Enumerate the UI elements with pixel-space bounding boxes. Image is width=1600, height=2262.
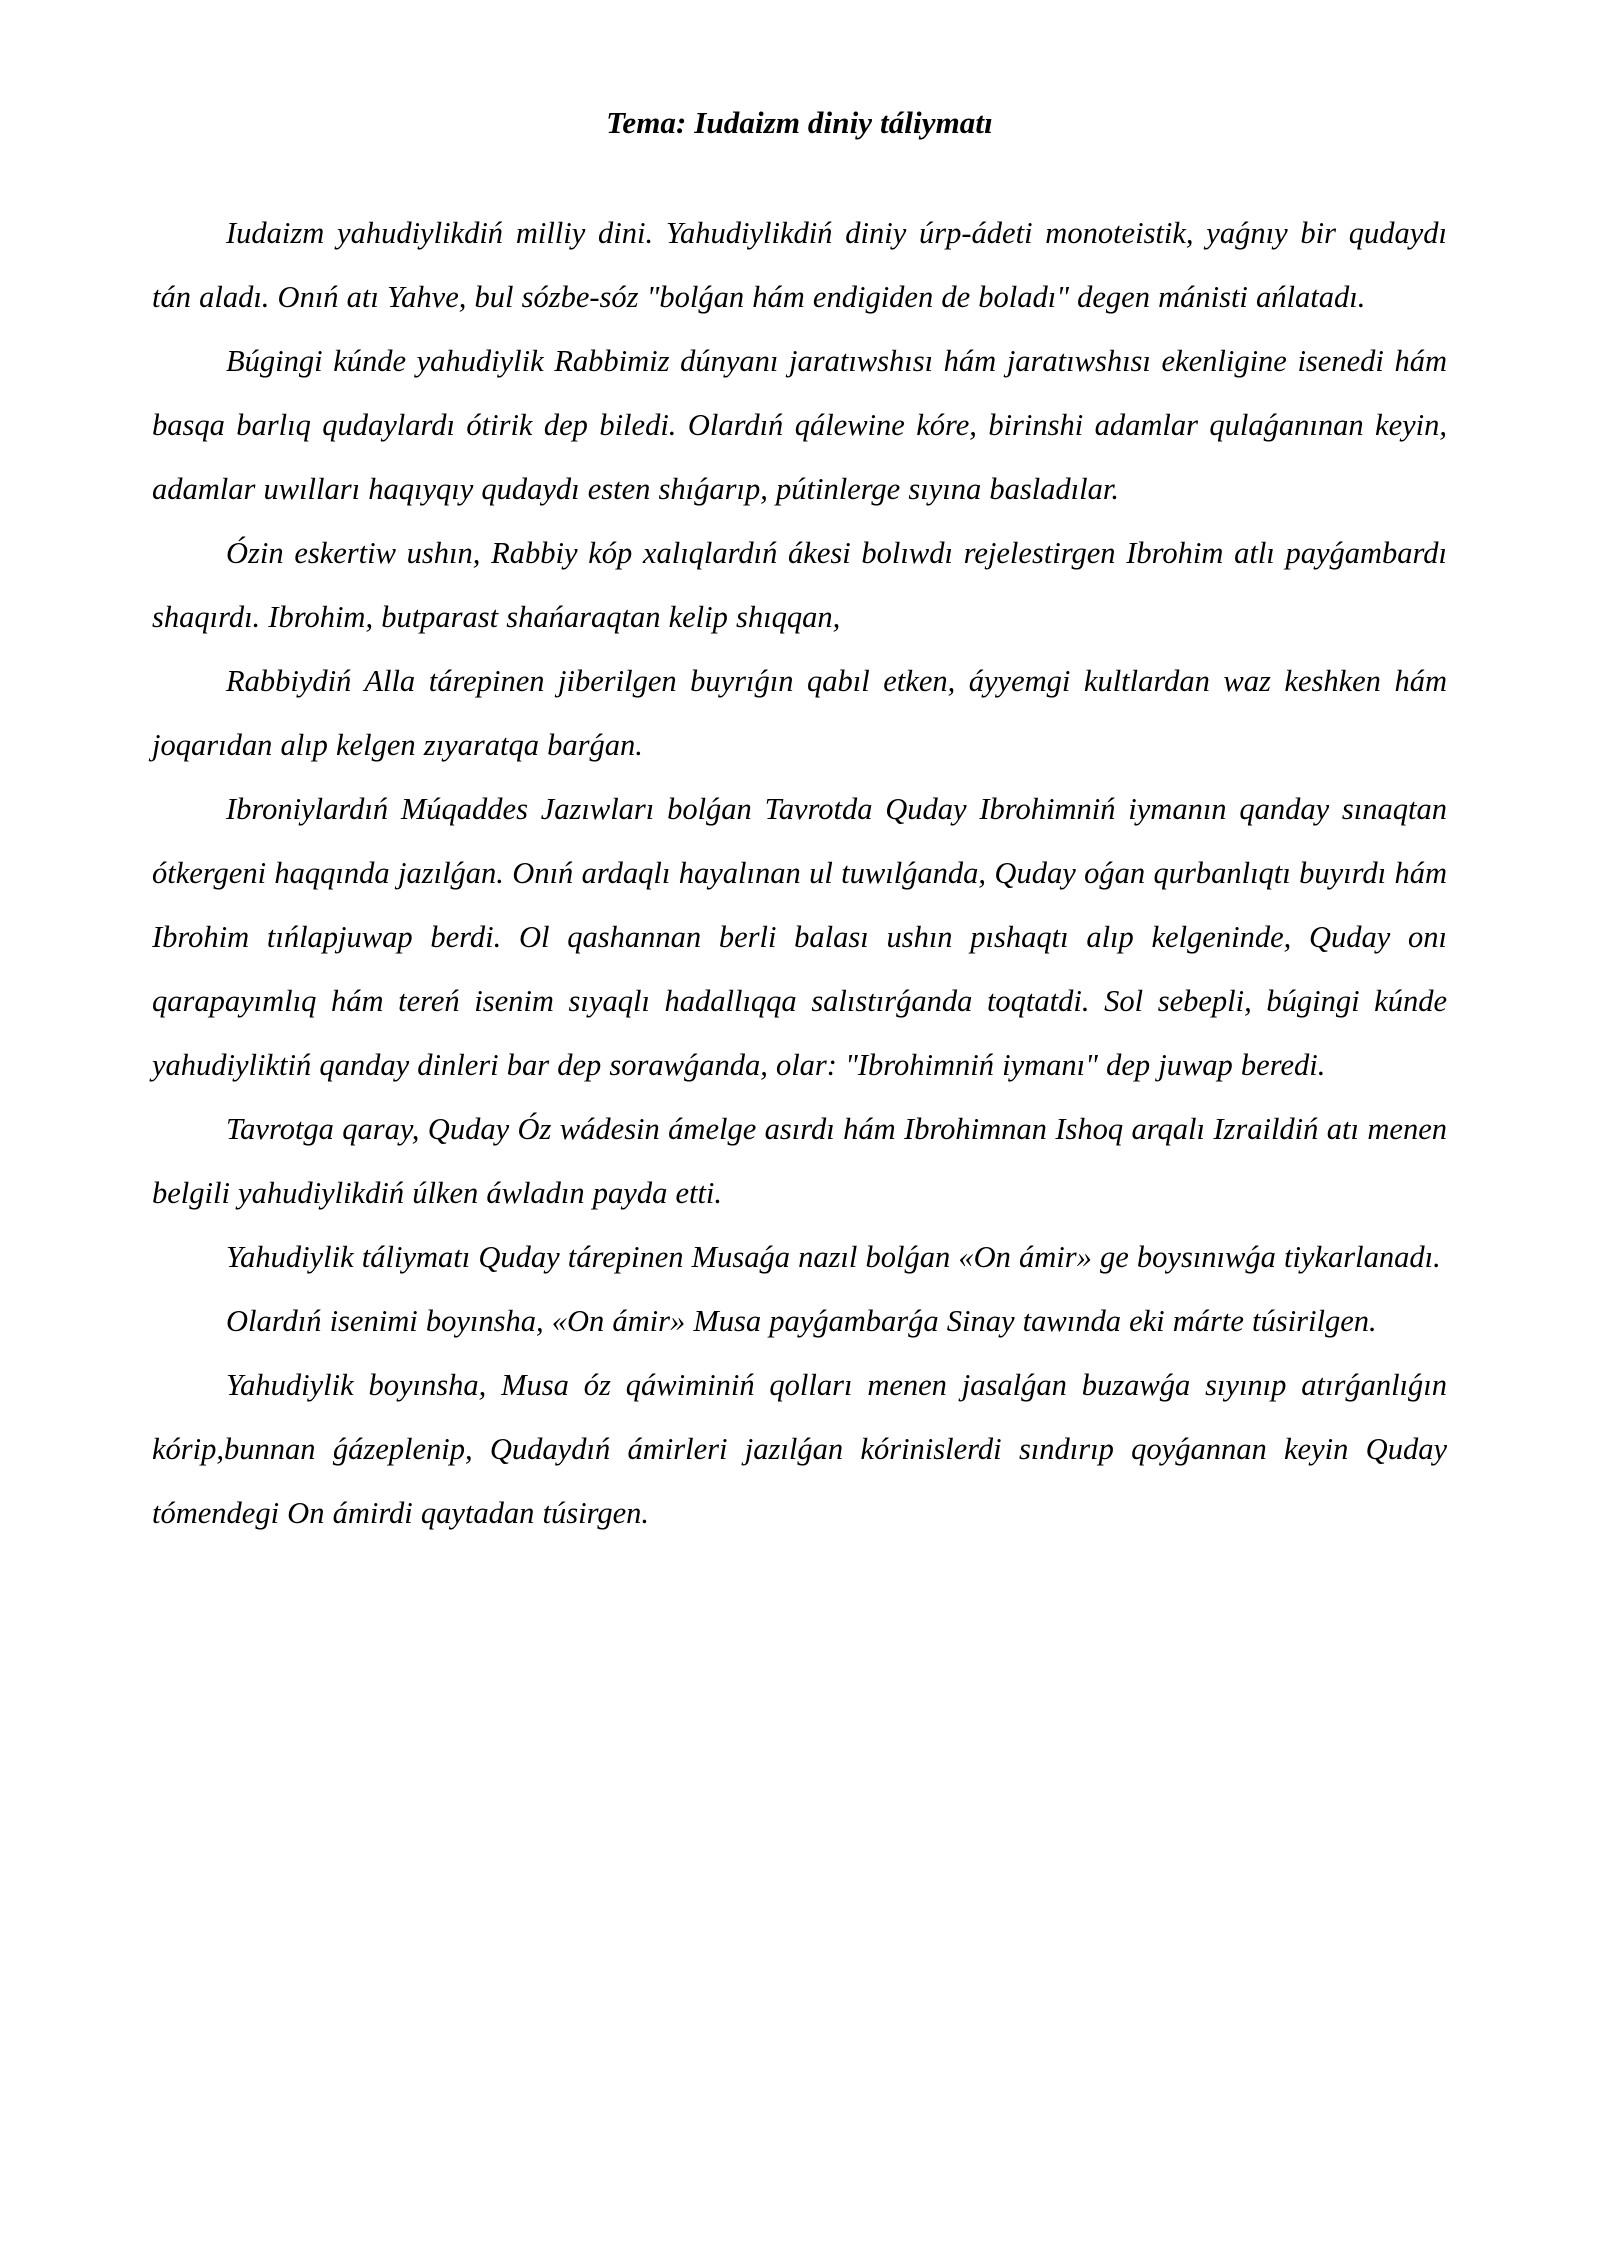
body-paragraph-7: Yahudiylik táliymatı Quday tárepinen Musaǵa nazıl bolǵan «On ámir» ge boysınıwǵa tiykarlanadı. [226, 1240, 1441, 1275]
document-content [152, 104, 1447, 1545]
body-paragraph-4: Rabbiydiń Alla tárepinen jiberilgen buyrıǵın qabıl etken, áyyemgi kultlardan waz keshken hám joqarıdan alıp kelgen zıyaratqa barǵan. [152, 664, 1447, 763]
body-paragraph-6: Tavrotga qaray, Quday Óz wádesin ámelge asırdı hám Ibrohimnan Ishoq arqalı Izraildiń atı menen belgili yahudiylikdiń úlken áwladın payda etti. [152, 1112, 1447, 1211]
body-paragraph-2: Búgingi kúnde yahudiylik Rabbimiz dúnyanı jaratıwshısı hám jaratıwshısı ekenligine isenedi hám basqa barlıq qudaylardı ótirik dep biledi. Olardıń qálewine kóre, birinshi adamlar qulaǵanınan keyin, adamlar uwılları haqıyqıy qudaydı esten shıǵarıp, pútinlerge sıyına basladılar. [152, 344, 1447, 507]
body-paragraph-9: Yahudiylik boyınsha, Musa óz qáwiminiń qolları menen jasalǵan buzawǵa sıyınıp atırǵanlıǵın kórip,bunnan ǵázeplenip, Qudaydıń ámirleri jazılǵan kórinislerdi sındırıp qoyǵannan keyin Quday tómendegi On ámirdi qaytadan túsirgen. [152, 1368, 1447, 1531]
page-title: Tema: Iudaizm diniy táliymatı [606, 105, 993, 140]
body-paragraph-5: Ibroniylardıń Múqaddes Jazıwları bolǵan Tavrotda Quday Ibrohimniń iymanın qanday sınaqtan ótkergeni haqqında jazılǵan. Onıń ardaqlı hayalınan ul tuwılǵanda, Quday oǵan qurbanlıqtı buyırdı hám Ibrohim tıńlapjuwap berdi. Ol qashannan berli balası ushın pıshaqtı alıp kelgeninde, Quday onı qarapayımlıq hám tereń isenim sıyaqlı hadallıqqa salıstırǵanda toqtatdi. Sol sebepli, búgingi kúnde yahudiyliktiń qanday dinleri bar dep sorawǵanda, olar: "Ibrohimniń iymanı" dep juwap beredi. [152, 792, 1447, 1083]
body-paragraph-1: Iudaizm yahudiylikdiń milliy dini. Yahudiylikdiń diniy úrp-ádeti monoteistik, yaǵnıy bir qudaydı tán aladı. Onıń atı Yahve, bul sózbe-sóz "bolǵan hám endigiden de boladı" degen mánisti ańlatadı. [152, 216, 1447, 315]
body-paragraph-8: Olardıń isenimi boyınsha, «On ámir» Musa payǵambarǵa Sinay tawında eki márte túsirilgen. [226, 1304, 1377, 1339]
title-spacer [152, 141, 1447, 201]
body-paragraph-3: Ózin eskertiw ushın, Rabbiy kóp xalıqlardıń ákesi bolıwdı rejelestirgen Ibrohim atlı payǵambardı shaqırdı. Ibrohim, butparast shańaraqtan kelip shıqqan, [152, 536, 1447, 635]
